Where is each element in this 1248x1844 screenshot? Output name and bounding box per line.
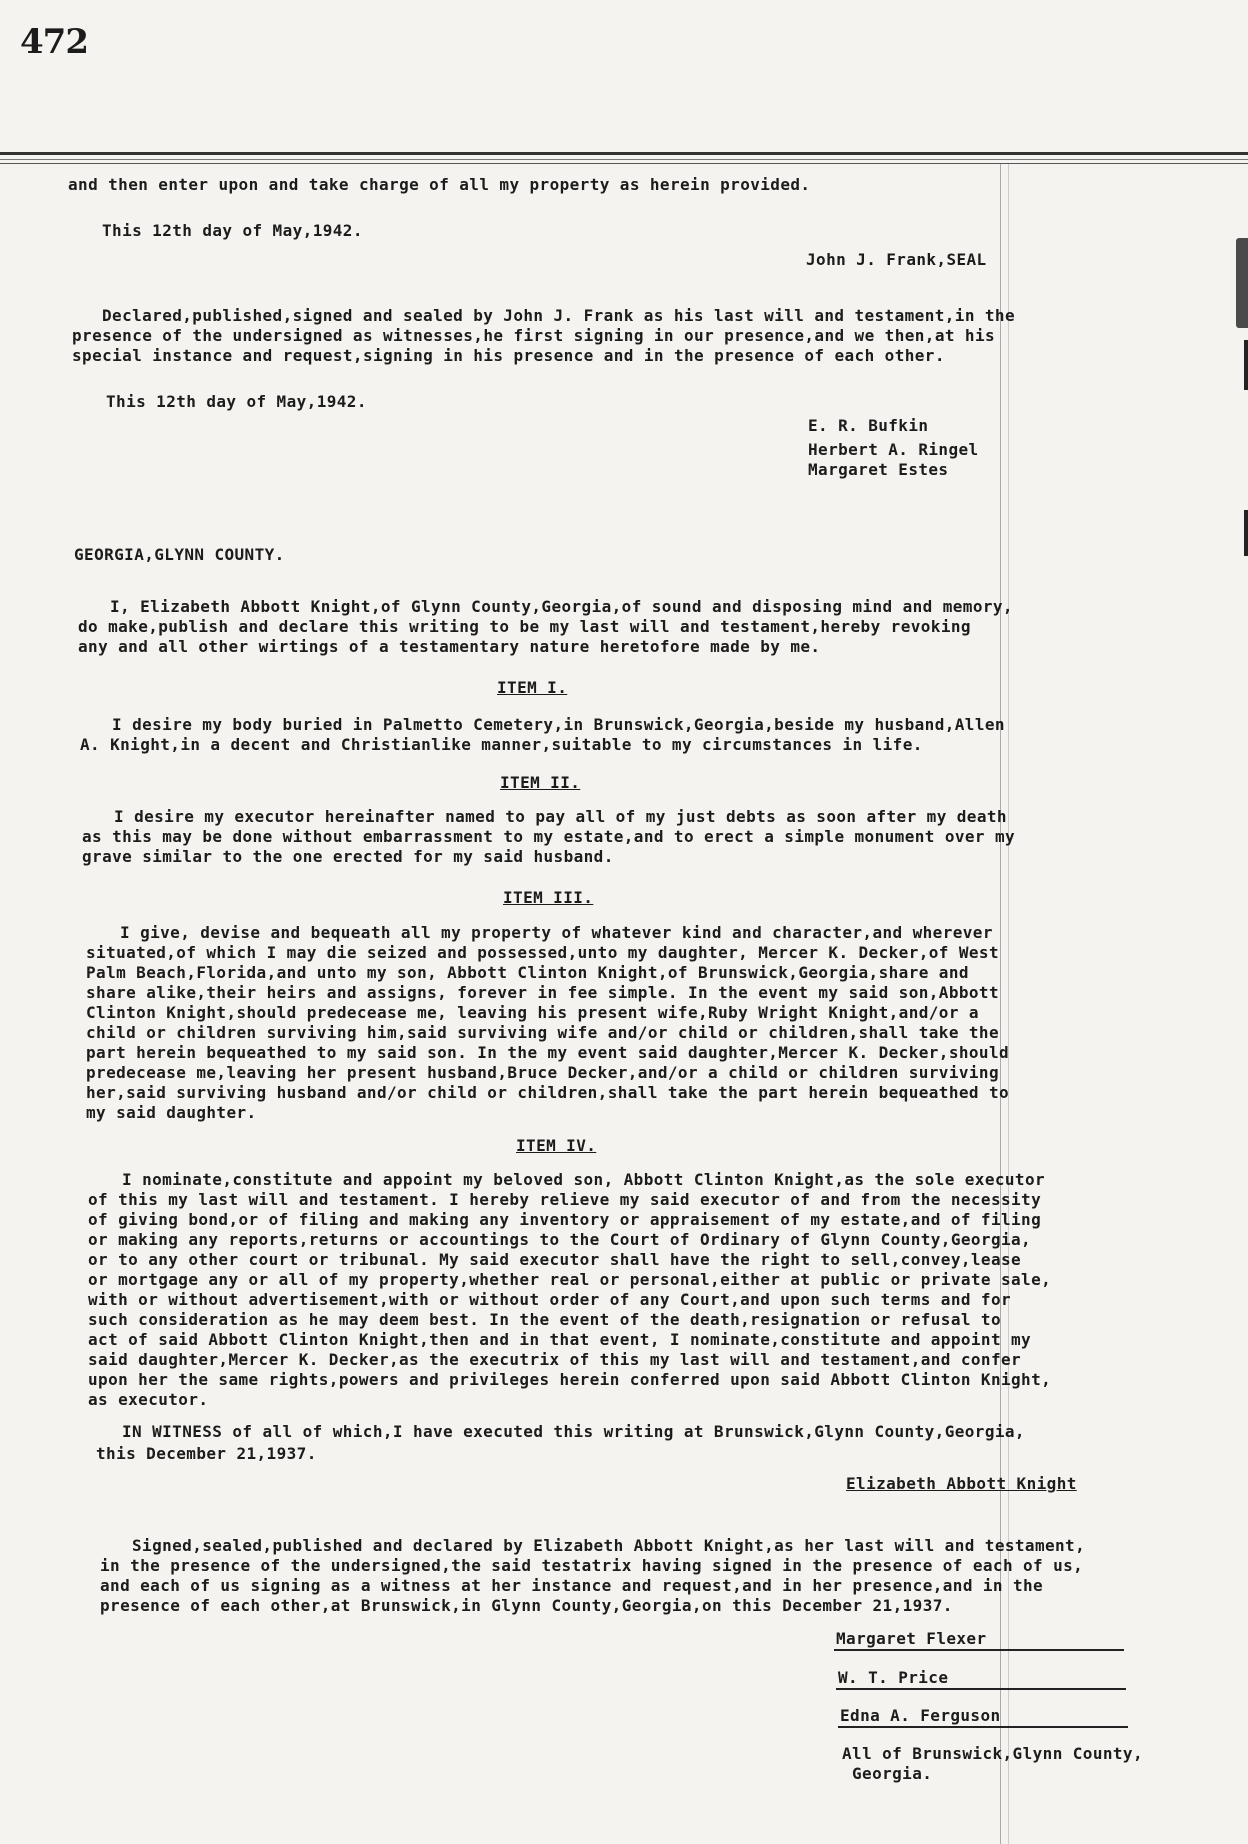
witness-residence-line: Georgia. [852,1764,933,1783]
item-heading: ITEM IV. [516,1136,597,1155]
item-line: my said daughter. [86,1103,257,1122]
closing-line: and then enter upon and take charge of all my property as herein provided. [68,175,811,194]
item-line: act of said Abbott Clinton Knight,then and in that event, I nominate,constitute and appoint my [88,1330,1032,1349]
witness-clause-line: this December 21,1937. [96,1444,317,1463]
signature-line [838,1726,1128,1728]
item-line: situated,of which I may die seized and possessed,unto my daughter, Mercer K. Decker,of West [86,943,999,962]
testator-signature: John J. Frank,SEAL [806,250,987,269]
item-line: of giving bond,or of filing and making any inventory or appraisement of my estate,and of filing [88,1210,1042,1229]
preamble-line: I, Elizabeth Abbott Knight,of Glynn County,Georgia,of sound and disposing mind and memory, [110,597,1013,616]
item-line: I nominate,constitute and appoint my beloved son, Abbott Clinton Knight,as the sole executor [122,1170,1046,1189]
item-line: or making any reports,returns or accountings to the Court of Ordinary of Glynn County,Georgia, [88,1230,1032,1249]
item-line: or to any other court or tribunal. My said executor shall have the right to sell,convey,lease [88,1250,1022,1269]
item-line: upon her the same rights,powers and privileges herein conferred upon said Abbott Clinton Knight, [88,1370,1052,1389]
attestation-line: presence of each other,at Brunswick,in Glynn County,Georgia,on this December 21,1937. [100,1596,953,1615]
witness-name: Herbert A. Ringel [808,440,979,459]
item-line: Palm Beach,Florida,and unto my son, Abbott Clinton Knight,of Brunswick,Georgia,share and [86,963,969,982]
item-line: I desire my executor hereinafter named to pay all of my just debts as soon after my death [114,807,1007,826]
venue-heading: GEORGIA,GLYNN COUNTY. [74,545,285,564]
item-line: her,said surviving husband and/or child or children,shall take the part herein bequeathed to [86,1083,1010,1102]
item-line: said daughter,Mercer K. Decker,as the executrix of this my last will and testament,and confer [88,1350,1022,1369]
item-line: A. Knight,in a decent and Christianlike manner,suitable to my circumstances in life. [80,735,923,754]
witness-date-line: This 12th day of May,1942. [106,392,367,411]
item-line: grave similar to the one erected for my said husband. [82,847,614,866]
item-line: of this my last will and testament. I hereby relieve my said executor of and from the necessity [88,1190,1042,1209]
attestation-line: Signed,sealed,published and declared by Elizabeth Abbott Knight,as her last will and testament, [132,1536,1086,1555]
item-line: child or children surviving him,said surviving wife and/or child or children,shall take the [86,1023,999,1042]
item-line: or mortgage any or all of my property,whether real or personal,either at public or private sale, [88,1270,1052,1289]
preamble-line: do make,publish and declare this writing to be my last will and testament,hereby revoking [78,617,971,636]
item-line: Clinton Knight,should predecease me, leaving his present wife,Ruby Wright Knight,and/or a [86,1003,979,1022]
attestation-line: and each of us signing as a witness at her instance and request,and in her presence,and in the [100,1576,1044,1595]
witness-name: Margaret Flexer [836,1629,987,1648]
witness-name: Margaret Estes [808,460,949,479]
page-number: 472 [20,22,88,62]
date-line: This 12th day of May,1942. [102,221,363,240]
item-line: part herein bequeathed to my said son. In the my event said daughter,Mercer K. Decker,should [86,1043,1010,1062]
attestation-line: in the presence of the undersigned,the said testatrix having signed in the presence of each of us, [100,1556,1084,1575]
witness-residence-line: All of Brunswick,Glynn County, [842,1744,1143,1763]
preamble-line: any and all other wirtings of a testamentary nature heretofore made by me. [78,637,821,656]
signature-line [834,1649,1124,1651]
item-line: with or without advertisement,with or without order of any Court,and upon such terms and for [88,1290,1012,1309]
testatrix-signature: Elizabeth Abbott Knight [846,1474,1077,1493]
item-heading: ITEM I. [497,678,568,697]
witness-name: W. T. Price [838,1668,949,1687]
item-heading: ITEM III. [503,888,594,907]
item-heading: ITEM II. [500,773,581,792]
attestation-line: Declared,published,signed and sealed by John J. Frank as his last will and testament,in the [102,306,1015,325]
item-line: as executor. [88,1390,209,1409]
item-line: I give, devise and bequeath all my property of whatever kind and character,and wherever [120,923,993,942]
item-line: share alike,their heirs and assigns, forever in fee simple. In the event my said son,Abbott [86,983,999,1002]
witness-name: E. R. Bufkin [808,416,929,435]
witness-name: Edna A. Ferguson [840,1706,1001,1725]
signature-line [836,1688,1126,1690]
witness-clause-line: IN WITNESS of all of which,I have executed this writing at Brunswick,Glynn County,Georgia, [122,1422,1025,1441]
item-line: predecease me,leaving her present husband,Bruce Decker,and/or a child or children surviving [86,1063,999,1082]
item-line: as this may be done without embarrassment to my estate,and to erect a simple monument over my [82,827,1016,846]
item-line: I desire my body buried in Palmetto Cemetery,in Brunswick,Georgia,beside my husband,Allen [112,715,1005,734]
attestation-line: special instance and request,signing in his presence and in the presence of each other. [72,346,945,365]
attestation-line: presence of the undersigned as witnesses,he first signing in our presence,and we then,at his [72,326,996,345]
item-line: such consideration as he may deem best. In the event of the death,resignation or refusal to [88,1310,1001,1329]
